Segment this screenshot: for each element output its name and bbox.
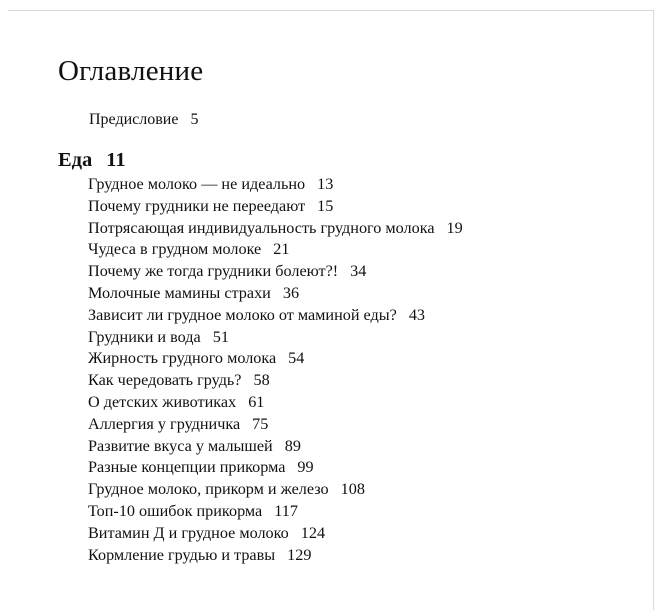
toc-entry-page: 34 [350, 262, 367, 281]
toc-entry-label: Кормление грудью и травы [88, 545, 276, 564]
toc-entry-page: 108 [340, 480, 365, 499]
toc-entry[interactable] [88, 239, 463, 261]
toc-entry-label: Как чередовать грудь? [88, 371, 242, 390]
toc-entry-preface[interactable] [89, 109, 198, 130]
toc-section-food[interactable] [58, 147, 126, 173]
toc-entry-label: О детских животиках [88, 392, 237, 411]
toc-entry-label: Разные концепции прикорма [88, 458, 286, 477]
toc-entry-label: Чудеса в грудном молоке [88, 240, 262, 259]
toc-section-label: Еда [58, 149, 93, 171]
toc-entry-label: Молочные мамины страхи [88, 283, 271, 302]
toc-entry-label: Почему же тогда грудники болеют?! [88, 262, 339, 281]
toc-entry[interactable] [88, 414, 463, 436]
toc-entry-label: Предисловие [89, 111, 179, 128]
toc-entry[interactable] [88, 196, 463, 218]
toc-entry[interactable] [88, 479, 463, 501]
toc-entry-page: 19 [446, 218, 463, 237]
toc-entry-page: 117 [274, 501, 298, 520]
toc-entry-label: Витамин Д и грудное молоко [88, 523, 289, 542]
toc-entry-page: 51 [212, 327, 229, 346]
toc-entry-label: Зависит ли грудное молоко от маминой еды? [88, 305, 397, 324]
toc-entry-label: Грудное молоко — не идеально [88, 175, 306, 193]
toc-entry[interactable] [88, 174, 463, 196]
toc-entry[interactable] [88, 218, 463, 240]
toc-entry-page: 15 [317, 196, 334, 215]
toc-entry[interactable] [88, 370, 463, 392]
toc-entry[interactable] [88, 392, 463, 414]
toc-title: Оглавление [58, 55, 204, 87]
toc-entry-page: 124 [300, 523, 326, 542]
toc-entry[interactable] [88, 523, 463, 545]
toc-entry-label: Грудное молоко, прикорм и железо [88, 480, 329, 499]
toc-entry-page: 13 [317, 175, 334, 193]
toc-entry-page: 89 [284, 436, 301, 455]
toc-section-page: 11 [106, 149, 126, 171]
toc-entry-page: 54 [288, 349, 305, 368]
toc-entry[interactable] [88, 305, 463, 327]
toc-entry-page: 43 [408, 305, 425, 324]
toc-entry-page: 21 [273, 240, 290, 259]
toc-entry-page: 99 [297, 458, 314, 477]
toc-entry-page: 36 [282, 283, 300, 302]
toc-entry-list [88, 174, 463, 566]
toc-entry[interactable] [88, 501, 463, 523]
toc-entry-page: 5 [190, 111, 199, 128]
toc-entry-page: 75 [252, 414, 269, 433]
toc-entry-label: Аллергия у грудничка [88, 414, 241, 433]
toc-entry-label: Почему грудники не переедают [88, 196, 306, 215]
toc-entry[interactable] [88, 457, 463, 479]
toc-entry[interactable] [88, 436, 463, 458]
toc-entry-label: Грудники и вода [88, 327, 201, 346]
toc-entry[interactable] [88, 283, 463, 305]
toc-entry-label: Жирность грудного молока [88, 349, 277, 368]
toc-entry[interactable] [88, 261, 463, 283]
toc-entry[interactable] [88, 348, 463, 370]
toc-entry-label: Топ-10 ошибок прикорма [88, 501, 263, 520]
toc-entry[interactable] [88, 545, 463, 567]
toc-entry-page: 58 [253, 371, 270, 390]
toc-entry-label: Развитие вкуса у малышей [88, 436, 273, 455]
toc-entry-label: Потрясающая индивидуальность грудного молока [88, 218, 435, 237]
toc-entry-page: 129 [287, 545, 312, 564]
toc-entry[interactable] [88, 327, 463, 349]
toc-entry-page: 61 [248, 392, 265, 411]
